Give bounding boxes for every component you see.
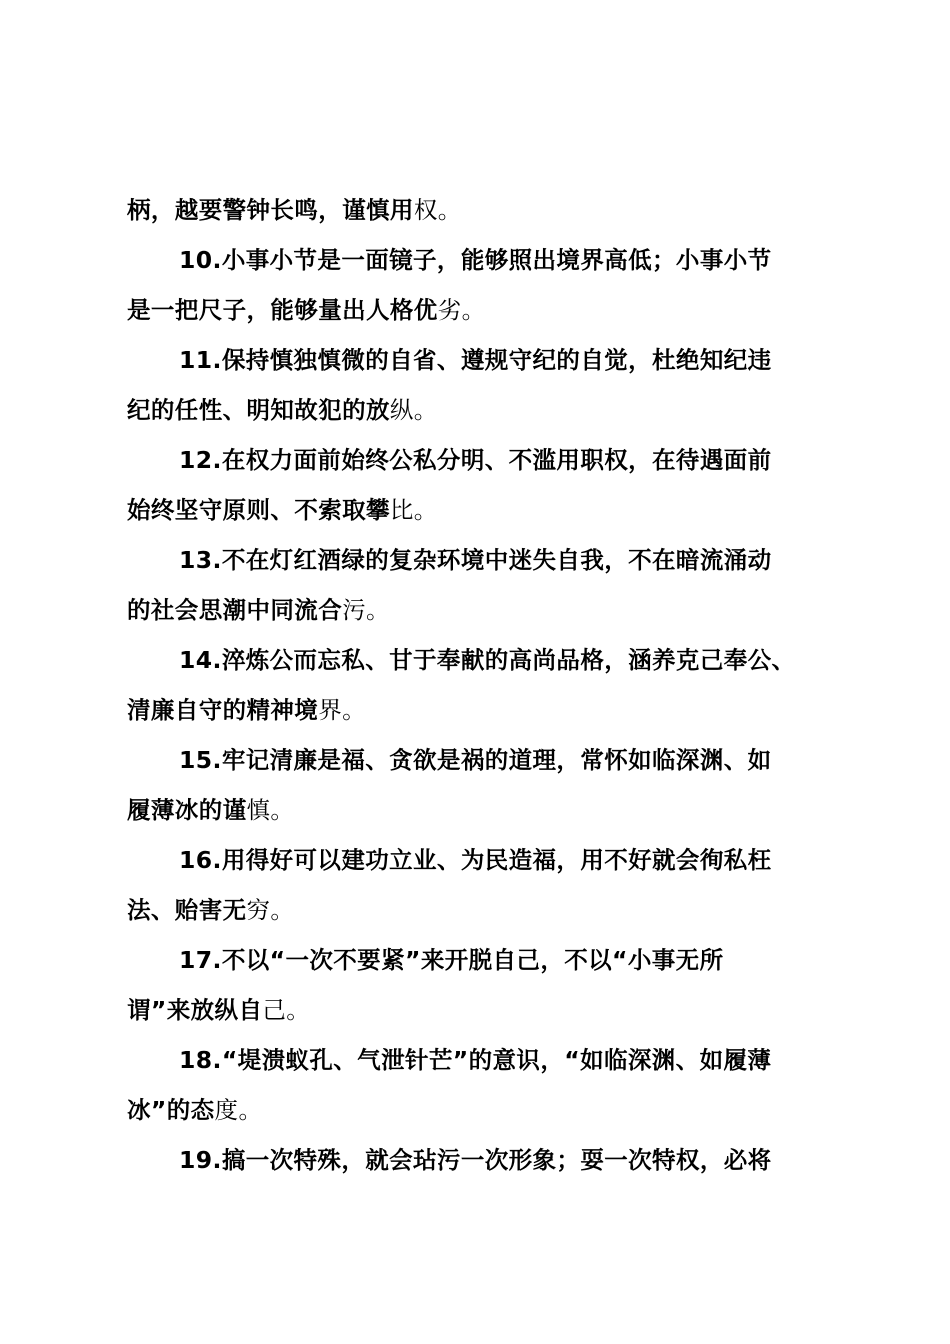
paragraph-tail: 污。 (342, 596, 390, 624)
paragraph-line: 纪的任性、明知故犯的放 (127, 396, 390, 424)
paragraph-line: 19.搞一次特殊，就会玷污一次形象；耍一次特权，必将 (179, 1146, 772, 1174)
paragraph-line: 是一把尺子，能够量出人格优 (127, 296, 438, 324)
paragraph-line: 11.保持慎独慎微的自省、遵规守纪的自觉，杜绝知纪违 (179, 346, 772, 374)
paragraph-line: 17.不以“一次不要紧”来开脱自己，不以“小事无所 (179, 946, 724, 974)
paragraph-line: 18.“堤溃蚁孔、气泄针芒”的意识，“如临深渊、如履薄 (179, 1046, 772, 1074)
paragraph-line: 16.用得好可以建功立业、为民造福，用不好就会徇私枉 (179, 846, 772, 874)
paragraph-tail: 纵。 (389, 396, 438, 424)
paragraph-line: 法、贻害无 (127, 896, 247, 924)
paragraph-line: 柄，越要警钟长鸣，谨慎用 (127, 196, 414, 224)
paragraph-item-13 (127, 535, 834, 635)
paragraph-item-12 (127, 435, 834, 535)
paragraph-item-14 (127, 635, 834, 735)
paragraph-line: 清廉自守的精神境 (127, 696, 319, 724)
paragraph-continuation (127, 185, 834, 235)
paragraph-item-17 (127, 935, 834, 1035)
paragraph-line: 冰”的态 (127, 1096, 215, 1124)
paragraph-line: 始终坚守原则、不索取攀 (127, 496, 390, 524)
paragraph-tail: 己。 (262, 996, 311, 1024)
paragraph-line: 13.不在灯红酒绿的复杂环境中迷失自我，不在暗流涌动 (179, 546, 772, 574)
paragraph-tail: 劣。 (437, 296, 486, 324)
paragraph-line: 15.牢记清廉是福、贪欲是祸的道理，常怀如临深渊、如 (179, 746, 772, 774)
paragraph-item-18 (127, 1035, 834, 1135)
paragraph-tail: 权。 (413, 196, 462, 224)
paragraph-item-16 (127, 835, 834, 935)
document-body (127, 185, 834, 1185)
paragraph-line: 履薄冰的谨 (127, 796, 247, 824)
paragraph-tail: 穷。 (246, 896, 295, 924)
paragraph-line: 12.在权力面前始终公私分明、不滥用职权，在待遇面前 (179, 446, 772, 474)
paragraph-item-19 (127, 1135, 834, 1185)
paragraph-item-10 (127, 235, 834, 335)
paragraph-line: 14.淬炼公而忘私、甘于奉献的高尚品格，涵养克己奉公、 (179, 646, 796, 674)
paragraph-line: 10.小事小节是一面镜子，能够照出境界高低；小事小节 (179, 246, 772, 274)
paragraph-line: 的社会思潮中同流合 (127, 596, 343, 624)
paragraph-line: 谓”来放纵自 (127, 996, 263, 1024)
paragraph-tail: 慎。 (246, 796, 295, 824)
paragraph-tail: 界。 (318, 696, 367, 724)
paragraph-tail: 比。 (389, 496, 438, 524)
paragraph-tail: 度。 (214, 1096, 263, 1124)
paragraph-item-11 (127, 335, 834, 435)
paragraph-item-15 (127, 735, 834, 835)
